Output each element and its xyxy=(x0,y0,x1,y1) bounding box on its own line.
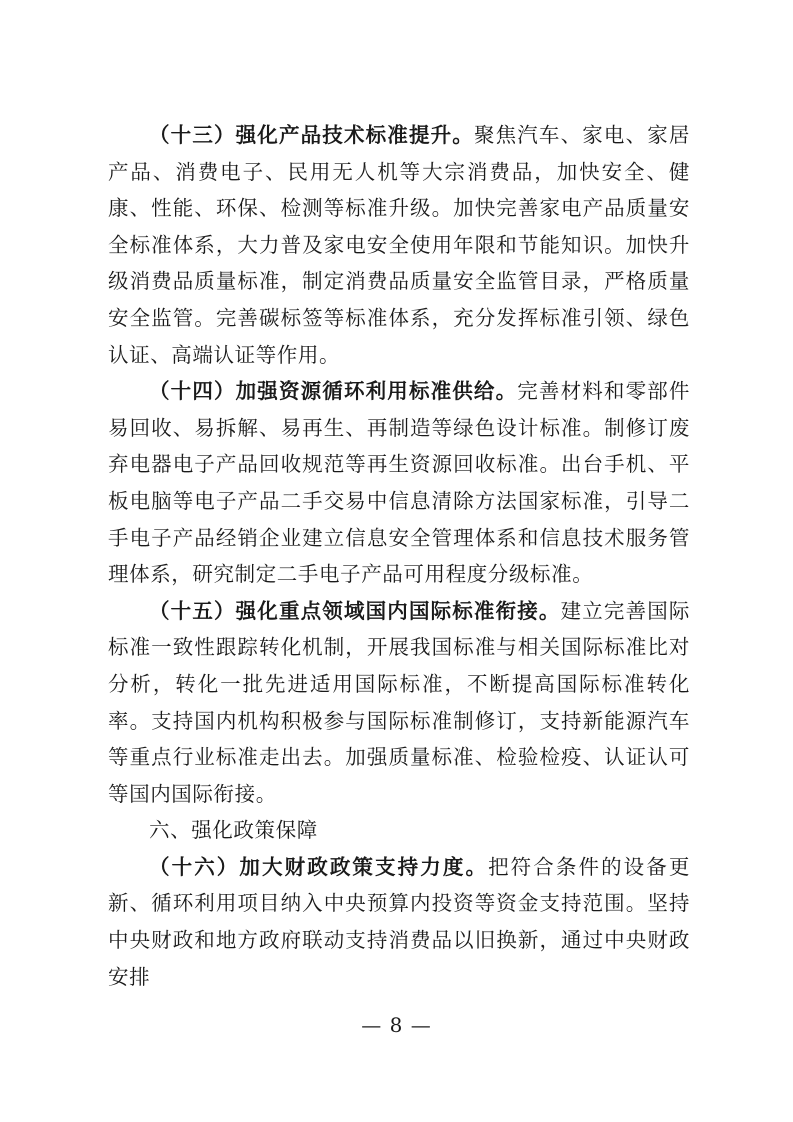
paragraph-15 xyxy=(108,593,690,813)
paragraph-text: 建立完善国际标准一致性跟踪转化机制，开展我国标准与相关国际标准比对分析，转化一批先进适用国际标准，不断提高国际标准转化率。支持国内机构积极参与国际标准制修订，支持新能源汽车等重点行业标准走出去。加强质量标准、检验检疫、认证认可等国内国际衔接。 xyxy=(108,598,690,806)
paragraph-16 xyxy=(108,849,690,995)
paragraph-text: 把符合条件的设备更新、循环利用项目纳入中央预算内投资等资金支持范围。坚持中央财政和地方政府联动支持消费品以旧换新，通过中央财政安排 xyxy=(108,854,690,989)
document-body xyxy=(108,117,690,995)
paragraph-heading: （十三）强化产品技术标准提升。 xyxy=(149,123,474,147)
paragraph-text: 聚焦汽车、家电、家居产品、消费电子、民用无人机等大宗消费品，加快安全、健康、性能、环保、检测等标准升级。加快完善家电产品质量安全标准体系，大力普及家电安全使用年限和节能知识。加快升级消费品质量标准，制定消费品质量安全监管目录，严格质量安全监管。完善碳标签等标准体系，充分发挥标准引领、绿色认证、高端认证等作用。 xyxy=(108,123,690,367)
page-number: — 8 — xyxy=(361,1013,432,1037)
paragraph-14 xyxy=(108,373,690,593)
paragraph-13 xyxy=(108,117,690,373)
paragraph-heading: （十四）加强资源循环利用标准供给。 xyxy=(149,379,518,404)
paragraph-heading: （十五）强化重点领域国内国际标准衔接。 xyxy=(149,598,561,623)
paragraph-text: 完善材料和零部件易回收、易拆解、易再生、再制造等绿色设计标准。制修订废弃电器电子产品回收规范等再生资源回收标准。出台手机、平板电脑等电子产品二手交易中信息清除方法国家标准，引导二手电子产品经销企业建立信息安全管理体系和信息技术服务管理体系，研究制定二手电子产品可用程度分级标准。 xyxy=(108,379,690,587)
paragraph-heading: （十六）加大财政政策支持力度。 xyxy=(149,854,489,879)
section-title: 六、强化政策保障 xyxy=(149,818,318,843)
